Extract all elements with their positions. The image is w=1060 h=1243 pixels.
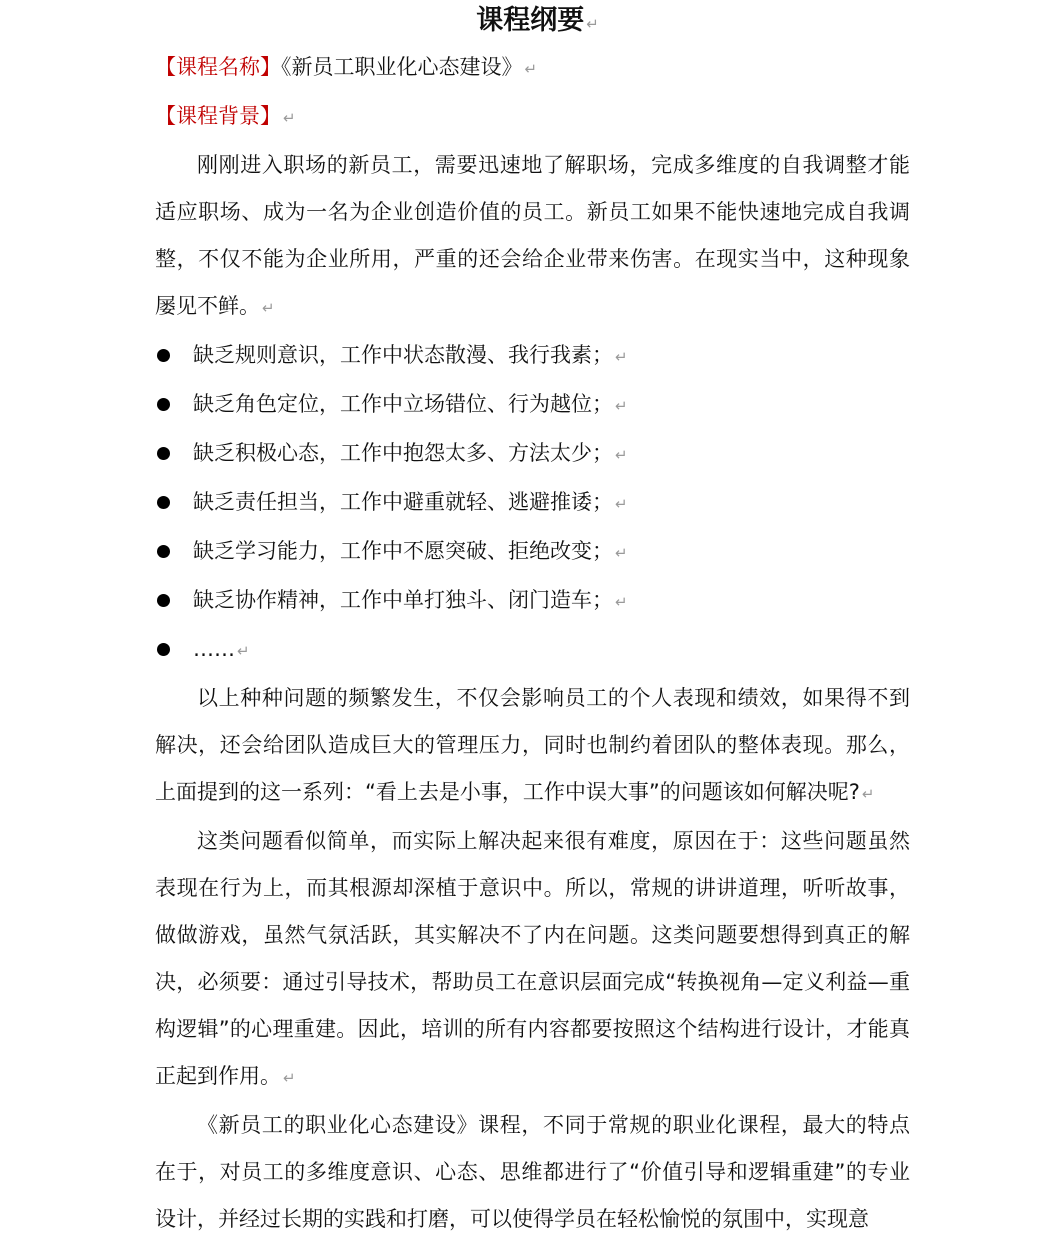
paragraph-mark-icon: ↵ (237, 642, 250, 660)
list-item (155, 528, 910, 577)
list-item-text: 缺乏积极心态，工作中抱怨太多、方法太少； (193, 441, 613, 465)
list-item-text: 缺乏协作精神，工作中单打独斗、闭门造车； (193, 588, 613, 612)
paragraph-mark-icon: ↵ (283, 1069, 296, 1087)
list-item (155, 479, 910, 528)
list-item-text: 缺乏角色定位，工作中立场错位、行为越位； (193, 392, 613, 416)
list-item (155, 381, 910, 430)
course-background-line (155, 93, 910, 142)
bullet-icon (157, 545, 170, 558)
paragraph-mark-icon: ↵ (615, 495, 628, 513)
course-name-value: 《新员工职业化心态建设》 (281, 55, 523, 79)
paragraph-mark-icon: ↵ (283, 109, 296, 127)
paragraph-text: 刚刚进入职场的新员工，需要迅速地了解职场，完成多维度的自我调整才能适应职场、成为一名为企业创造价值的员工。新员工如果不能快速地完成自我调整，不仅不能为企业所用，严重的还会给企业带来伤害。在现实当中，这种现象屡见不鲜。 (155, 153, 910, 318)
bullet-icon (157, 594, 170, 607)
list-item (155, 332, 910, 381)
body-paragraph (155, 675, 910, 818)
list-item (155, 626, 910, 675)
paragraph-mark-icon: ↵ (615, 348, 628, 366)
paragraph-mark-icon: ↵ (615, 397, 628, 415)
bullet-icon (157, 643, 170, 656)
title-text: 课程纲要 (476, 5, 585, 36)
body-paragraph (155, 818, 910, 1102)
paragraph-text: 这类问题看似简单，而实际上解决起来很有难度，原因在于：这些问题虽然表现在行为上，而其根源却深植于意识中。所以，常规的讲讲道理，听听故事，做做游戏，虽然气氛活跃，其实解决不了内在问题。这类问题要想得到真正的解决，必须要：通过引导技术，帮助员工在意识层面完成“转换视角—定义利益—重构逻辑”的心理重建。因此，培训的所有内容都要按照这个结构进行设计，才能真正起到作用。 (155, 829, 910, 1088)
paragraph-mark-icon: ↵ (262, 299, 275, 317)
paragraph-mark-icon: ↵ (615, 544, 628, 562)
course-background-label: 【课程背景】 (155, 104, 281, 128)
paragraph-text: 以上种种问题的频繁发生，不仅会影响员工的个人表现和绩效，如果得不到解决，还会给团队造成巨大的管理压力，同时也制约着团队的整体表现。那么，上面提到的这一系列：“看上去是小事，工作中误大事”的问题该如何解决呢? (155, 686, 910, 804)
bullet-icon (157, 398, 170, 411)
list-item (155, 577, 910, 626)
problem-list (155, 332, 910, 675)
paragraph-mark-icon: ↵ (861, 785, 875, 803)
paragraph-mark-icon: ↵ (586, 15, 599, 33)
body-paragraph (155, 1102, 910, 1243)
list-item-text: 缺乏责任担当，工作中避重就轻、逃避推诿； (193, 490, 613, 514)
page-title (155, 0, 910, 44)
course-name-label: 【课程名称】 (155, 55, 281, 79)
paragraph-mark-icon: ↵ (524, 60, 538, 78)
bullet-icon (157, 349, 170, 362)
paragraph-mark-icon: ↵ (615, 593, 628, 611)
bullet-icon (157, 496, 170, 509)
paragraph-text: 《新员工的职业化心态建设》课程，不同于常规的职业化课程，最大的特点在于，对员工的多维度意识、心态、思维都进行了“价值引导和逻辑重建”的专业设计，并经过长期的实践和打磨，可以使得学员在轻松愉悦的氛围中，实现意 (155, 1113, 910, 1231)
list-item-text: 缺乏规则意识，工作中状态散漫、我行我素； (193, 343, 613, 367)
course-name-line (155, 44, 910, 93)
list-item (155, 430, 910, 479)
list-item-text: 缺乏学习能力，工作中不愿突破、拒绝改变； (193, 539, 613, 563)
list-item-text: …… (193, 637, 235, 661)
body-paragraph (155, 142, 910, 332)
bullet-icon (157, 447, 170, 460)
paragraph-mark-icon: ↵ (615, 446, 628, 464)
